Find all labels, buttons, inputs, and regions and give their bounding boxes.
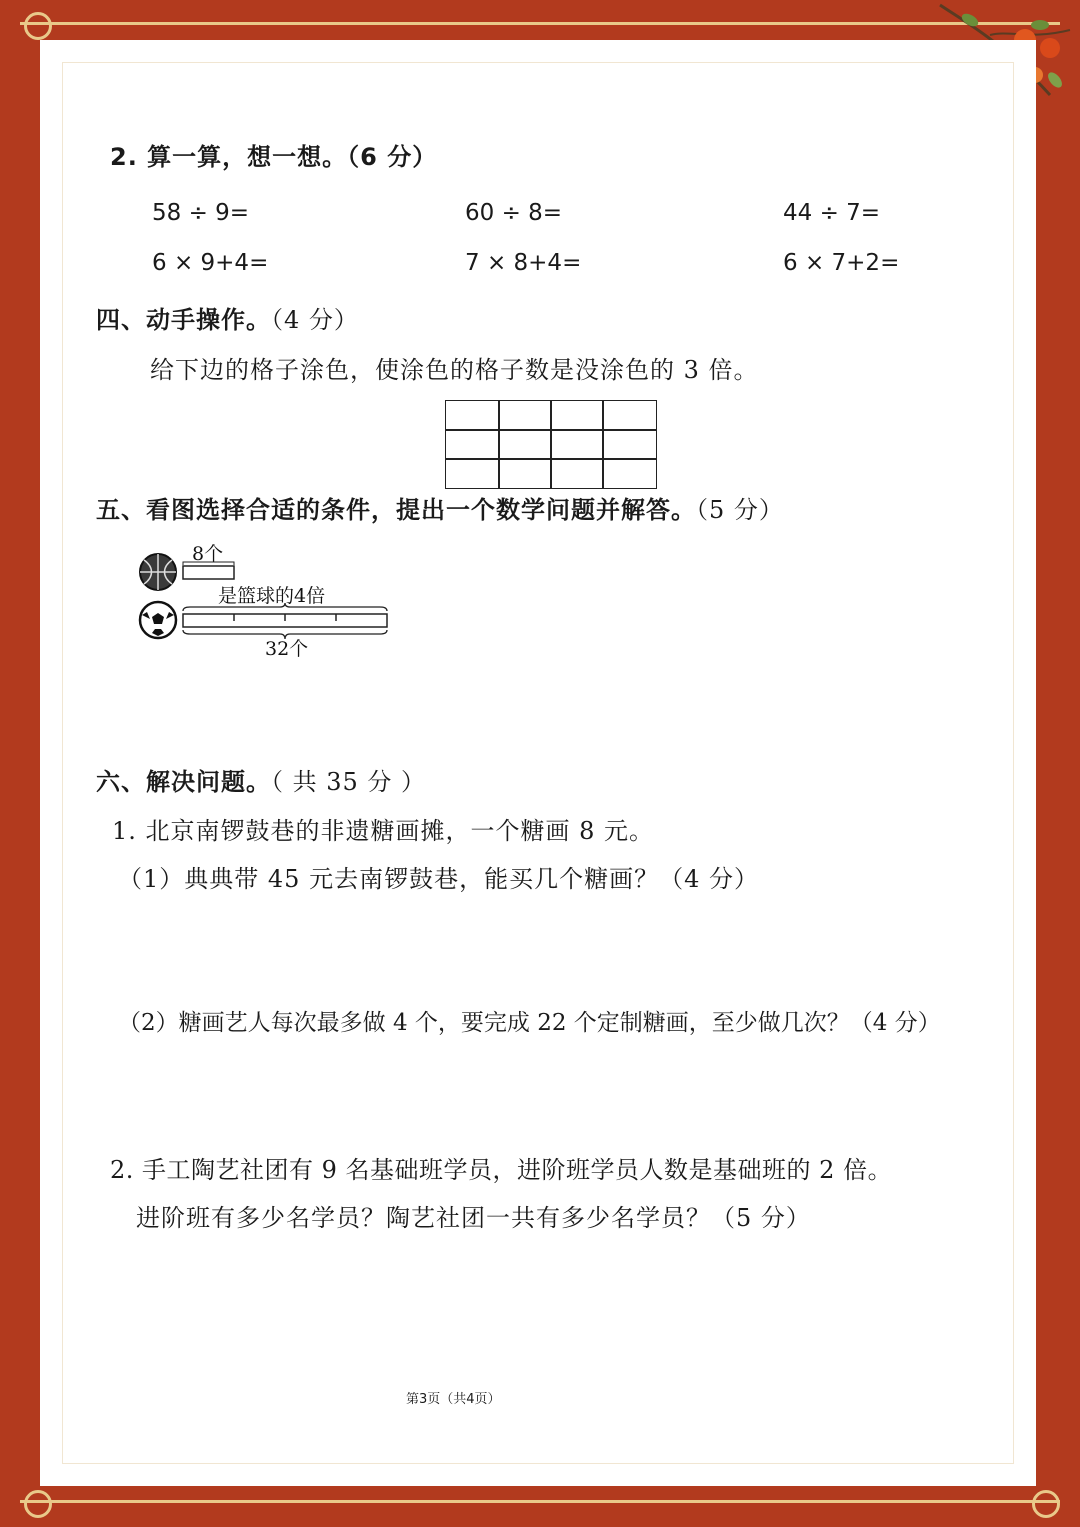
football-total-label: 32个 [265,638,309,660]
equation: 6 × 7+2= [783,250,900,276]
equation: 6 × 9+4= [152,250,269,276]
section4-heading [96,300,359,335]
corner-ornament-tl [24,12,52,40]
section4-instruction: 给下边的格子涂色，使涂色的格子数是没涂色的 3 倍。 [150,356,759,384]
grid-line [446,429,656,431]
corner-ornament-br [1032,1490,1060,1518]
section5-score: （5 分） [696,496,784,524]
equation: 44 ÷ 7= [783,200,881,226]
grid-line [498,401,500,488]
basketball-icon [140,554,176,590]
top-gold-line [20,22,1060,25]
bottom-gold-line [20,1500,1060,1503]
question-1: 1. 北京南锣鼓巷的非遗糖画摊，一个糖画 8 元。 [112,817,655,845]
section6-score: （ 共 35 分 ） [271,768,427,796]
question-2-line2: 进阶班有多少名学员？陶艺社团一共有多少名学员？（5 分） [136,1204,811,1232]
coloring-grid[interactable] [445,400,657,489]
relation-label: 是篮球的4倍 [218,585,326,607]
football-icon [140,602,176,638]
corner-ornament-bl [24,1490,52,1518]
section4-title: 四、动手操作。 [96,306,271,334]
equation: 58 ÷ 9= [152,200,250,226]
basketball-count-label: 8个 [192,543,224,565]
question-1-1: （1）典典带 45 元去南锣鼓巷，能买几个糖画？（4 分） [118,865,759,893]
section5-title: 五、看图选择合适的条件，提出一个数学问题并解答。 [96,496,696,524]
section6-title: 六、解决问题。 [96,768,271,796]
basketball-football-diagram [130,535,400,665]
grid-line [602,401,604,488]
question-2-line1: 2. 手工陶艺社团有 9 名基础班学员，进阶班学员人数是基础班的 2 倍。 [110,1156,893,1184]
grid-line [550,401,552,488]
question-1-2: （2）糖画艺人每次最多做 4 个，要完成 22 个定制糖画，至少做几次？（4 分） [118,1010,941,1036]
equation: 7 × 8+4= [465,250,582,276]
grid-line [446,458,656,460]
section2-title: 2. 算一算，想一想。（6 分） [110,143,438,171]
section4-score: （4 分） [271,306,359,334]
page-footer: 第3页（共4页） [406,1392,501,1407]
section6-heading [96,762,426,797]
basketball-bar [183,566,234,579]
equation: 60 ÷ 8= [465,200,563,226]
section5-heading [96,490,784,525]
